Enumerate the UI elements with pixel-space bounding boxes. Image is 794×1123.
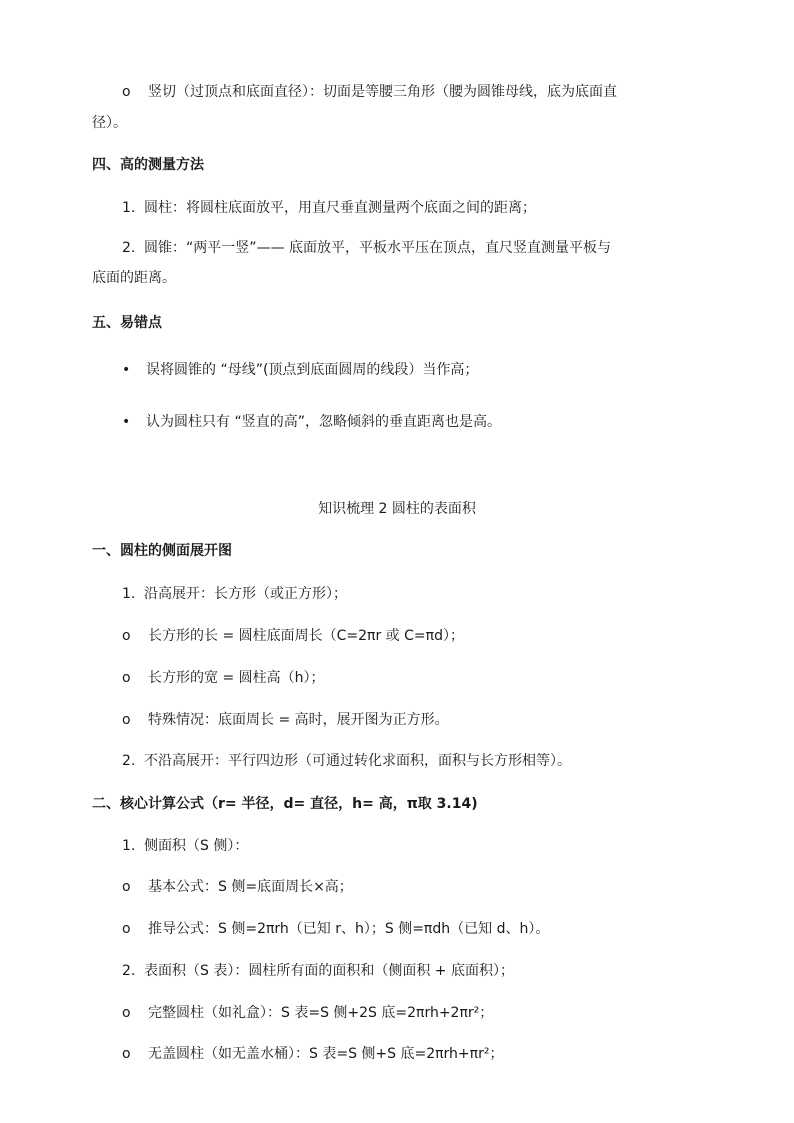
- circle-marker: o: [122, 1005, 131, 1021]
- circle-marker: o: [122, 670, 131, 686]
- text: 误将圆锥的 “母线”(顶点到底面圆周的线段）当作高；: [146, 362, 479, 378]
- number: 2.: [122, 753, 136, 769]
- circle-marker: o: [122, 712, 131, 728]
- bullet-item: [122, 412, 501, 432]
- numbered-item-cylinder: [122, 198, 536, 218]
- numbered-item: [122, 584, 347, 604]
- number: 1.: [122, 586, 136, 602]
- text: 认为圆柱只有 “竖直的高”，忽略倾斜的垂直距离也是高。: [146, 414, 501, 430]
- text: 推导公式：S 侧=2πrh（已知 r、h）；S 侧=πdh（已知 d、h）。: [148, 921, 550, 937]
- text: 无盖圆柱（如无盖水桶）：S 表=S 侧+S 底=2πrh+πr²；: [148, 1046, 504, 1062]
- heading-unfold: 一、圆柱的侧面展开图: [92, 543, 232, 559]
- subitem: [122, 668, 325, 688]
- circle-marker: o: [122, 921, 131, 937]
- number: 2.: [122, 963, 136, 979]
- circle-marker: o: [122, 84, 131, 100]
- subitem: [122, 1003, 493, 1023]
- number: 1.: [122, 200, 136, 216]
- text: 特殊情况：底面周长 = 高时，展开图为正方形。: [148, 712, 449, 728]
- text: 不沿高展开：平行四边形（可通过转化求面积，面积与长方形相等）。: [144, 753, 571, 769]
- text: 长方形的长 = 圆柱底面周长（C=2πr 或 C=πd）；: [148, 628, 464, 644]
- number: 2.: [122, 240, 136, 256]
- text: 表面积（S 表）：圆柱所有面的面积和（侧面积 + 底面积）；: [144, 963, 514, 979]
- text: 圆锥：“两平一竖”—— 底面放平，平板水平压在顶点，直尺竖直测量平板与: [144, 240, 611, 256]
- subitem: [122, 877, 353, 897]
- continuation-text: 径）。: [92, 115, 127, 131]
- circle-marker: o: [122, 1046, 131, 1062]
- bullet-item: [122, 360, 478, 380]
- subitem: [122, 626, 464, 646]
- numbered-item: [122, 751, 571, 771]
- circle-marker: o: [122, 879, 131, 895]
- numbered-item: [122, 961, 514, 981]
- circle-marker: o: [122, 628, 131, 644]
- heading-measurement: 四、高的测量方法: [92, 157, 204, 173]
- numbered-item-cone: [122, 238, 611, 258]
- continuation-text: 底面的距离。: [92, 270, 176, 286]
- number: 1.: [122, 838, 136, 854]
- subitem: [122, 919, 549, 939]
- text: 基本公式：S 侧=底面周长×高；: [148, 879, 353, 895]
- text: 侧面积（S 侧）：: [144, 838, 249, 854]
- subitem-vertical-cut: [122, 82, 617, 102]
- heading-formulas: 二、核心计算公式（r= 半径，d= 直径，h= 高，π取 3.14): [92, 796, 478, 812]
- subitem: [122, 710, 449, 730]
- text: 长方形的宽 = 圆柱高（h）；: [148, 670, 325, 686]
- text: 完整圆柱（如礼盒）：S 表=S 侧+2S 底=2πrh+2πr²；: [148, 1005, 494, 1021]
- text: 沿高展开：长方形（或正方形）；: [144, 586, 347, 602]
- heading-errors: 五、易错点: [92, 315, 162, 331]
- numbered-item: [122, 836, 248, 856]
- section-title: 知识梳理 2 圆柱的表面积: [318, 501, 476, 517]
- text: 竖切（过顶点和底面直径）：切面是等腰三角形（腰为圆锥母线，底为底面直: [148, 84, 617, 100]
- bullet-marker: •: [122, 362, 131, 378]
- bullet-marker: •: [122, 414, 131, 430]
- text: 圆柱：将圆柱底面放平，用直尺垂直测量两个底面之间的距离；: [144, 200, 536, 216]
- subitem: [122, 1044, 503, 1064]
